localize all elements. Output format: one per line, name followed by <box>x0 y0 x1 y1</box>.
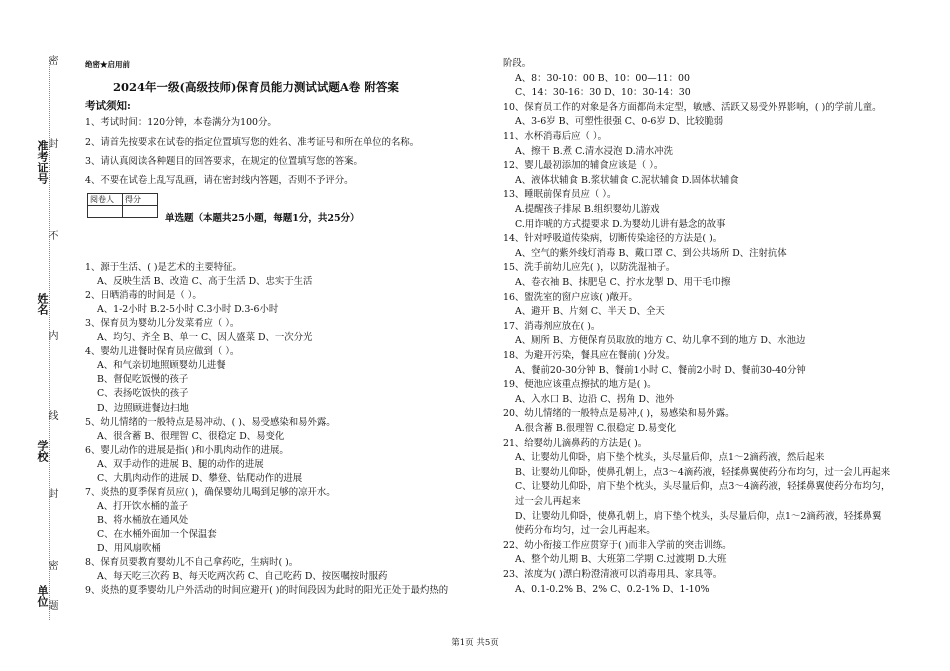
score-table <box>87 193 158 218</box>
question-line: B、让婴幼儿仰卧，使鼻孔朝上，点3～4滴药液，轻揉鼻翼使药分布均匀，过一会儿再起来 <box>515 466 891 478</box>
question-line: A、整个幼儿期 B、大班第二学期 C.过渡期 D.大班 <box>515 554 727 566</box>
score-entry <box>123 206 158 218</box>
question-line: 10、保育员工作的对象是各方面都尚未定型，敏感、活跃又易受外界影响，( )的学前儿童。 <box>503 101 882 113</box>
question-line: A、1-2小时 B.2-5小时 C.3小时 D.3-6小时 <box>97 304 279 316</box>
question-line: 12、婴儿最初添加的辅食应该是（ ）。 <box>503 160 664 172</box>
notice-line: 1、考试时间：120分钟，本卷满分为100分。 <box>85 117 277 128</box>
question-line: 4、婴幼儿进餐时保育员应做到（ ）。 <box>85 346 240 358</box>
question-line: A.提醒孩子排尿 B.组织婴幼儿游戏 <box>515 204 660 215</box>
notice-line: 4、不要在试卷上乱写乱画，请在密封线内答题，否则不予评分。 <box>85 175 354 186</box>
question-line: A、厕所 B、方便保育员取放的地方 C、幼儿拿不到的地方 D、水池边 <box>515 335 806 347</box>
question-line: 9、炎热的夏季婴幼儿户外活动的时间应避开( )的时间段因为此时的阳光正处于最灼热的 <box>85 585 449 597</box>
question-line: B、督促吃饭慢的孩子 <box>97 374 189 386</box>
secret-mark: 绝密★启用前 <box>85 60 130 69</box>
question-line: C.用诈唬的方式提要求 D.为婴幼儿讲有悬念的故事 <box>515 218 726 230</box>
question-line: A、避开 B、片刻 C、半天 D、全天 <box>515 306 665 318</box>
question-line: 17、消毒剂应放在( )。 <box>503 320 601 332</box>
question-line: A、液体状辅食 B.浆状辅食 C.泥状辅食 D.固体状辅食 <box>515 174 739 186</box>
seal-char: 密 <box>46 55 57 66</box>
question-line: 11、水杯消毒后应（ ）。 <box>503 131 607 142</box>
question-line: A、3-6岁 B、可塑性很强 C、0-6岁 D、比较脆弱 <box>515 116 724 128</box>
question-line: A、8：30-10：00 B、10：00—11：00 <box>515 72 690 84</box>
school-label: 学校 <box>36 440 49 462</box>
question-line: A、入水口 B、边沿 C、拐角 D、池外 <box>515 393 675 405</box>
question-line: 14、针对呼吸道传染病，切断传染途径的方法是( )。 <box>503 233 723 245</box>
question-line: 15、洗手前幼儿应先( )，以防洗湿袖子。 <box>503 262 676 274</box>
question-line: 13、睡眠前保育员应（ ）。 <box>503 189 617 201</box>
notice-heading: 考试须知: <box>85 100 131 112</box>
seal-char: 题 <box>46 600 57 611</box>
question-line: C、表扬吃饭快的孩子 <box>97 388 189 400</box>
question-line: A、反映生活 B、改造 C、高于生活 D、忠实于生活 <box>97 276 313 288</box>
question-line: B、将水桶放在通风处 <box>97 514 189 526</box>
question-line: A、和气亲切地照顾婴幼儿进餐 <box>97 360 226 372</box>
question-line: 3、保育员为婴幼儿分发菜肴应（ ）。 <box>85 318 240 330</box>
unit-label: 单位 <box>36 585 49 607</box>
question-line: 18、为避开污染，餐具应在餐前( )分发。 <box>503 350 676 361</box>
question-line: C、大肌肉动作的进展 D、攀登、钻爬动作的进展 <box>97 472 303 484</box>
question-line: 21、给婴幼儿滴鼻药的方法是( )。 <box>503 437 648 449</box>
notice-line: 2、请首先按要求在试卷的指定位置填写您的姓名、准考证号和所在单位的名称。 <box>85 137 420 148</box>
question-line: 16、盥洗室的窗户应该( )敞开。 <box>503 291 638 303</box>
question-line: 过一会儿再起来 <box>515 496 581 507</box>
question-line: C、让婴幼儿仰卧，肩下垫个枕头，头尽量后仰，点3～4滴药液，轻揉鼻翼使药分布均匀， <box>515 481 891 493</box>
question-line: 阶段。 <box>503 58 532 69</box>
question-line: 8、保育员要教育婴幼儿不自己拿药吃，生病时( )。 <box>85 557 299 569</box>
page-title: 2024年一级(高级技师)保育员能力测试试题A卷 附答案 <box>113 80 399 94</box>
question-line: 7、炎热的夏季保育员应( )，确保婴幼儿喝到足够的凉开水。 <box>85 486 336 498</box>
reviewer-cell: 阅卷人 <box>88 194 123 206</box>
reviewer-entry <box>88 206 123 218</box>
question-line: 使药分布均匀，过一会儿再起来。 <box>515 525 656 537</box>
question-line: 22、幼小衔接工作应贯穿于( )而非入学前的突击训练。 <box>503 539 732 551</box>
question-line: D、用风扇吹桶 <box>97 543 161 554</box>
seal-char: 封 <box>46 488 57 499</box>
question-line: A、让婴幼儿仰卧，肩下垫个枕头，头尽量后仰，点1～2滴药液，然后起来 <box>515 452 825 464</box>
question-line: A、双手动作的进展 B、腿的动作的进展 <box>97 458 264 470</box>
question-line: 19、便池应该重点擦拭的地方是( )。 <box>503 379 657 391</box>
question-line: A、均匀、齐全 B、单一 C、因人盛菜 D、一次分光 <box>97 332 313 344</box>
question-line: 2、日晒消毒的时间是（ ）。 <box>85 290 202 302</box>
question-line: A、很含蓄 B、很理智 C、很稳定 D、易变化 <box>97 430 285 442</box>
question-line: D、让婴幼儿仰卧，使鼻孔朝上，肩下垫个枕头，头尽量后仰，点1～2滴药液，轻揉鼻翼 <box>515 510 882 522</box>
admission-number-label: 准考证号 <box>36 140 49 184</box>
seal-char: 密 <box>46 560 57 571</box>
question-line: 6、婴儿动作的进展是指( )和小肌肉动作的进展。 <box>85 444 289 456</box>
notice-line: 3、请认真阅读各种题目的回答要求，在规定的位置填写您的答案。 <box>85 156 363 167</box>
binding-margin <box>0 0 75 671</box>
question-line: C、在水桶外面加一个保温套 <box>97 528 217 540</box>
question-line: D、边照顾进餐边扫地 <box>97 402 189 414</box>
question-line: A、打开饮水桶的盖子 <box>97 500 189 512</box>
question-line: A、每天吃三次药 B、每天吃两次药 C、自己吃药 D、按医嘱按时服药 <box>97 571 388 583</box>
page-footer: 第1页 共5页 <box>451 638 499 648</box>
question-line: A、空气的紫外线灯消毒 B、戴口罩 C、到公共场所 D、注射抗体 <box>515 247 787 259</box>
question-line: C、14：30-16：30 D、10：30-14：30 <box>515 87 691 99</box>
question-line: A、卷衣袖 B、抹肥皂 C、拧水龙掣 D、用干毛巾擦 <box>515 277 731 288</box>
seal-char: 线 <box>46 410 57 421</box>
question-line: A.很含蓄 B.很理智 C.很稳定 D.易变化 <box>515 423 677 434</box>
seal-char: 内 <box>46 330 57 341</box>
name-label: 姓名 <box>36 293 49 315</box>
question-line: 5、幼儿情绪的一般特点是易冲动、( )、易受感染和易外露。 <box>85 416 336 428</box>
question-line: A、0.1-0.2% B、2% C、0.2-1% D、1-10% <box>515 583 710 595</box>
question-line: 1、源于生活、( )是艺术的主要特征。 <box>85 262 242 273</box>
question-line: A、擦干 B.煮 C.清水浸泡 D.清水冲洗 <box>515 145 674 157</box>
question-line: 23、浓度为( )漂白粉澄清液可以消毒用具、家具等。 <box>503 569 723 580</box>
seal-char: 封 <box>46 138 57 149</box>
seal-char: 不 <box>46 230 57 241</box>
question-line: A、餐前20-30分钟 B、餐前1小时 C、餐前2小时 D、餐前30-40分钟 <box>515 364 806 376</box>
section-heading: 单选题（本题共25小题，每题1分，共25分） <box>165 213 360 224</box>
score-cell: 得分 <box>123 194 158 206</box>
question-line: 20、幼儿情绪的一般特点是易冲,( )，易感染和易外露。 <box>503 408 735 420</box>
